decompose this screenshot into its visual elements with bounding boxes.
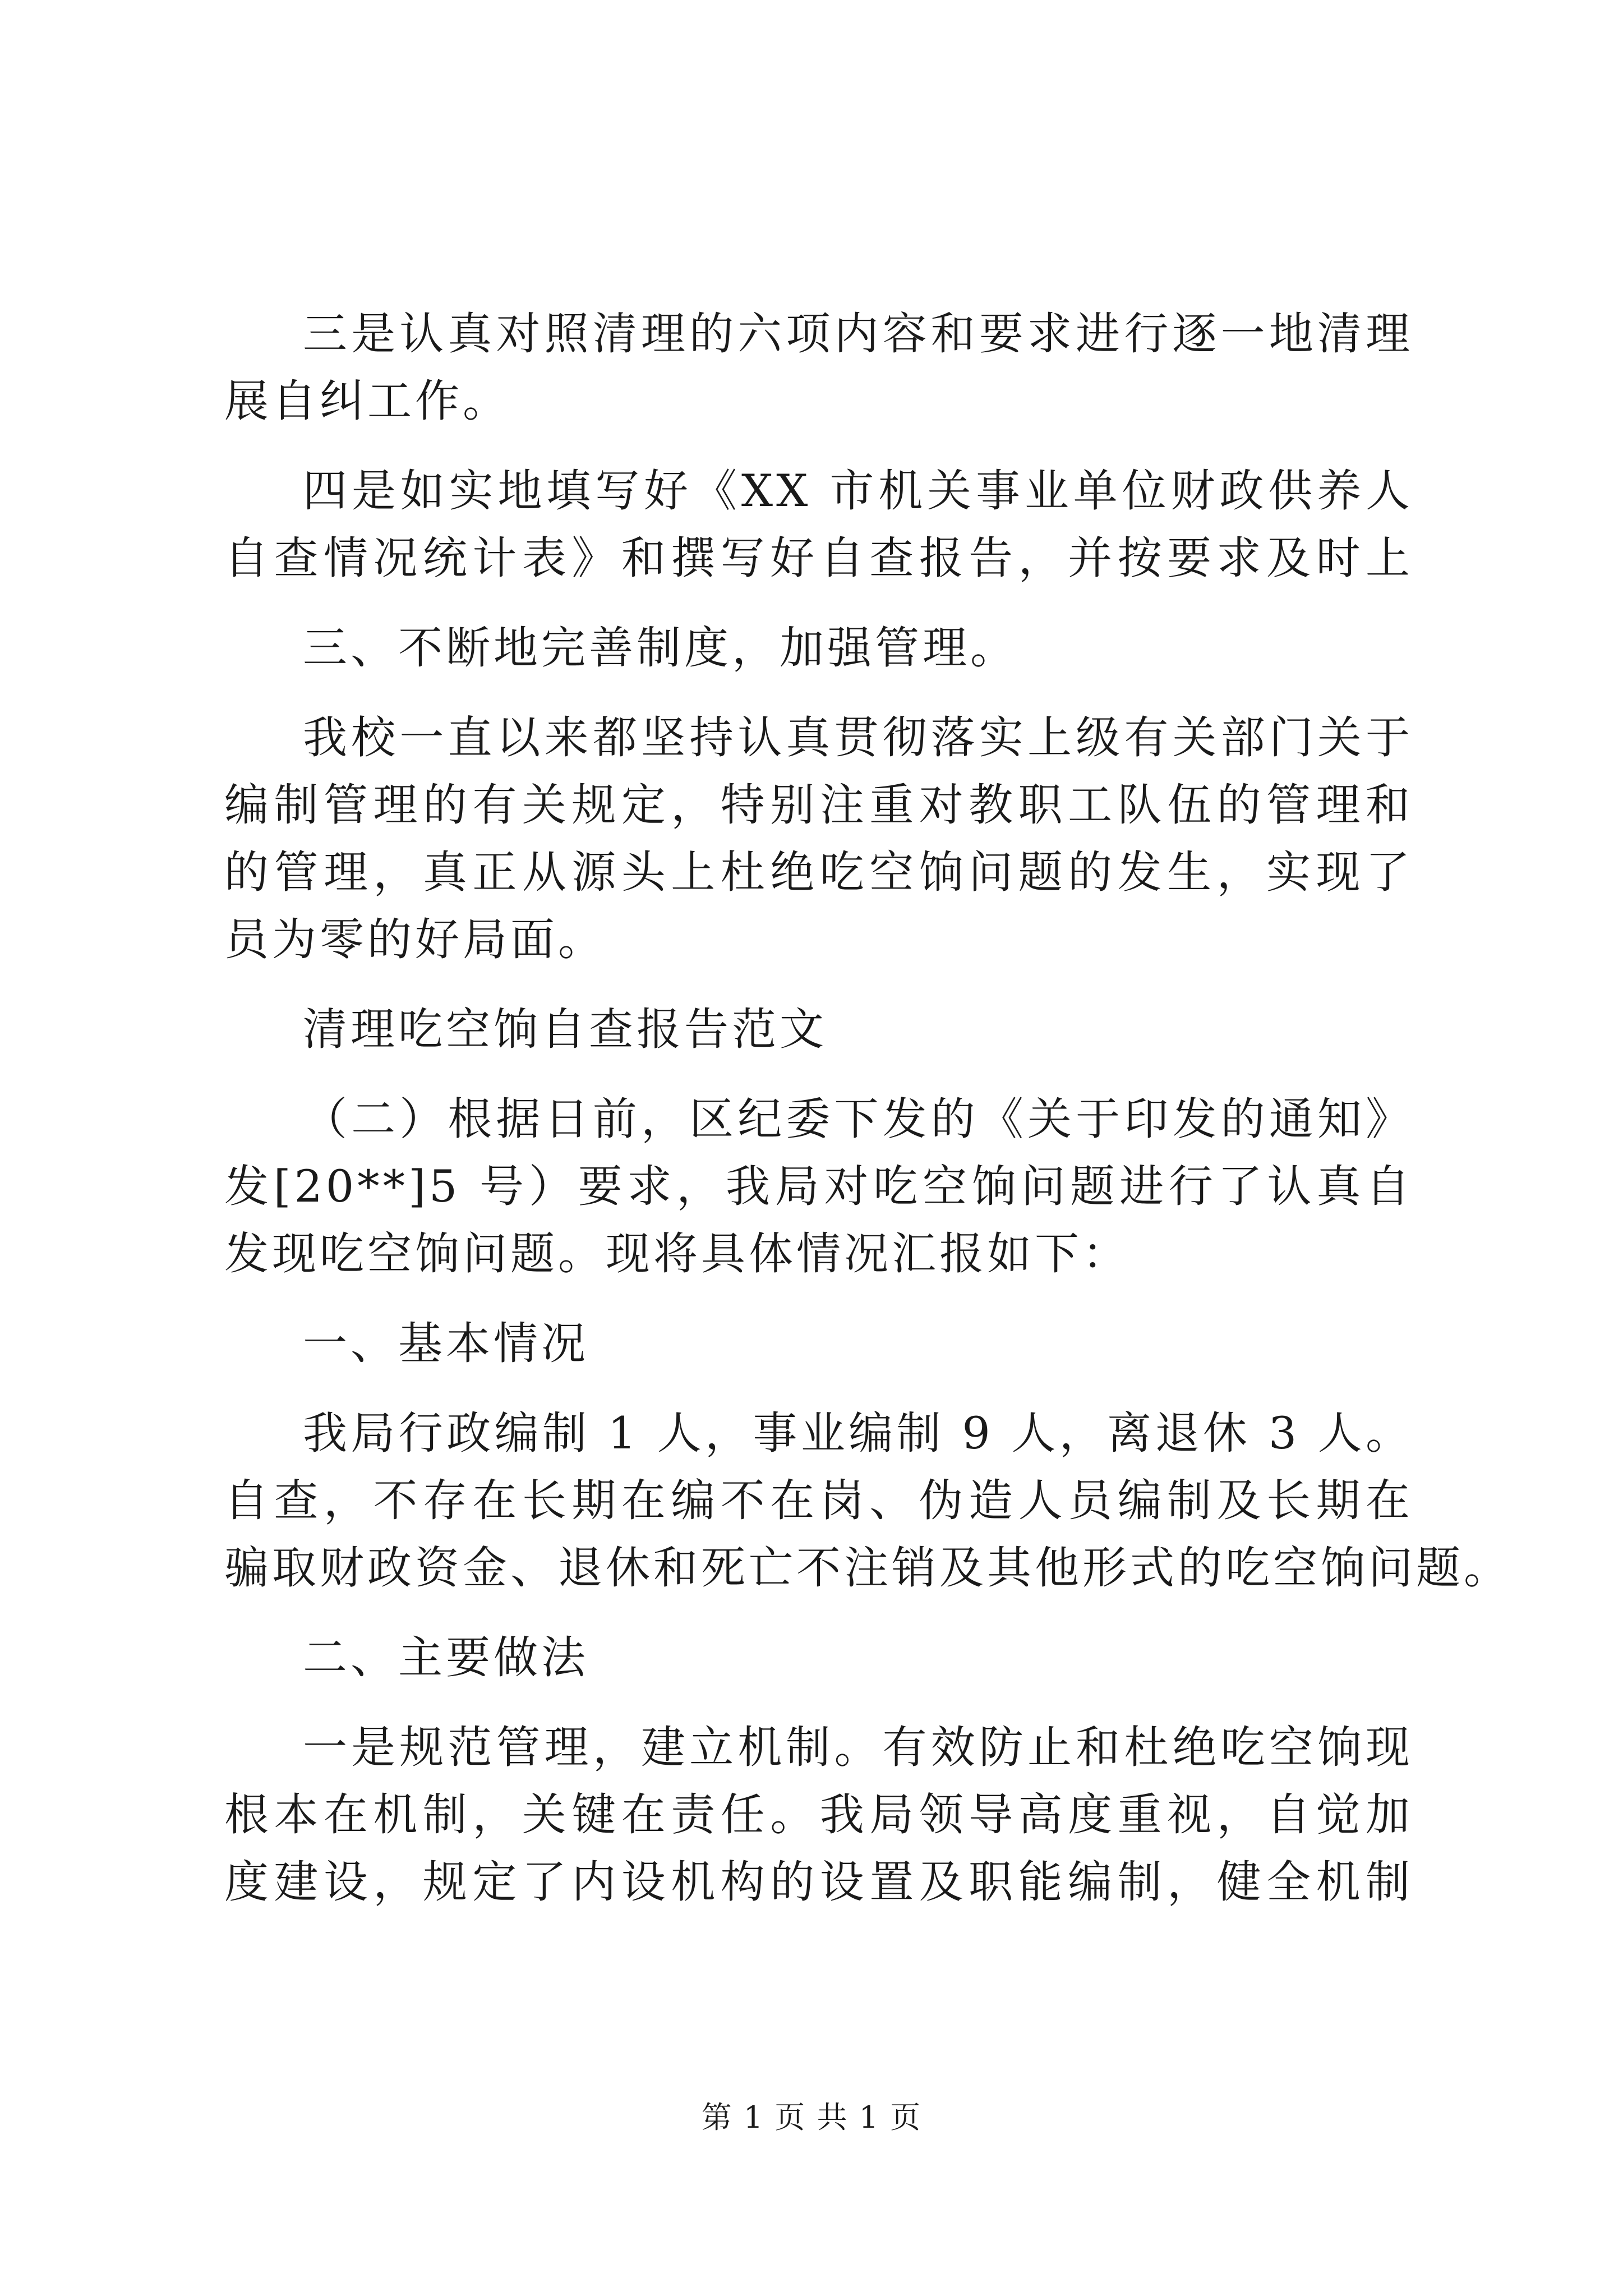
paragraph-line: 我校一直以来都坚持认真贯彻落实上级有关部门关于 [303,712,1413,763]
paragraph-line: 骗取财政资金、退休和死亡不注销及其他形式的吃空饷问题。 [224,1542,1511,1594]
paragraph-line: 四是如实地填写好《XX 市机关事业单位财政供养人 [303,465,1413,517]
paragraph-line: 自查，不存在长期在编不在岗、伪造人员编制及长期在 [224,1475,1413,1526]
paragraph-line: 的管理，真正从源头上杜绝吃空饷问题的发生，实现了 [224,846,1413,898]
document-title: 清理吃空饷自查报告范文 [303,1004,827,1055]
paragraph-line: 编制管理的有关规定，特别注重对教职工队伍的管理和 [224,779,1413,831]
paragraph-line: 一是规范管理，建立机制。有效防止和杜绝吃空饷现 [303,1722,1413,1773]
paragraph-line: （二）根据日前，区纪委下发的《关于印发的通知》 [303,1093,1413,1145]
paragraph-line: 度建设，规定了内设机构的设置及职能编制，健全机制 [224,1856,1413,1908]
paragraph-line: 员为零的好局面。 [224,914,606,965]
section-heading: 三、不断地完善制度，加强管理。 [303,622,1018,674]
section-heading: 二、主要做法 [303,1632,589,1683]
paragraph-line: 我局行政编制 1 人，事业编制 9 人，离退休 3 人。 [303,1407,1413,1459]
paragraph-line: 发[20**]5 号）要求，我局对吃空饷问题进行了认真自 [224,1161,1413,1212]
paragraph-line: 根本在机制，关键在责任。我局领导高度重视，自觉加 [224,1789,1413,1841]
paragraph-line: 自查情况统计表》和撰写好自查报告，并按要求及时上 [224,532,1413,584]
paragraph-line: 展自纠工作。 [224,375,510,427]
section-heading: 一、基本情况 [303,1318,589,1369]
page-number-footer: 第 1 页 共 1 页 [701,2100,922,2135]
paragraph-line: 发现吃空饷问题。现将具体情况汇报如下： [224,1228,1130,1280]
paragraph-line: 三是认真对照清理的六项内容和要求进行逐一地清理 [303,308,1413,360]
